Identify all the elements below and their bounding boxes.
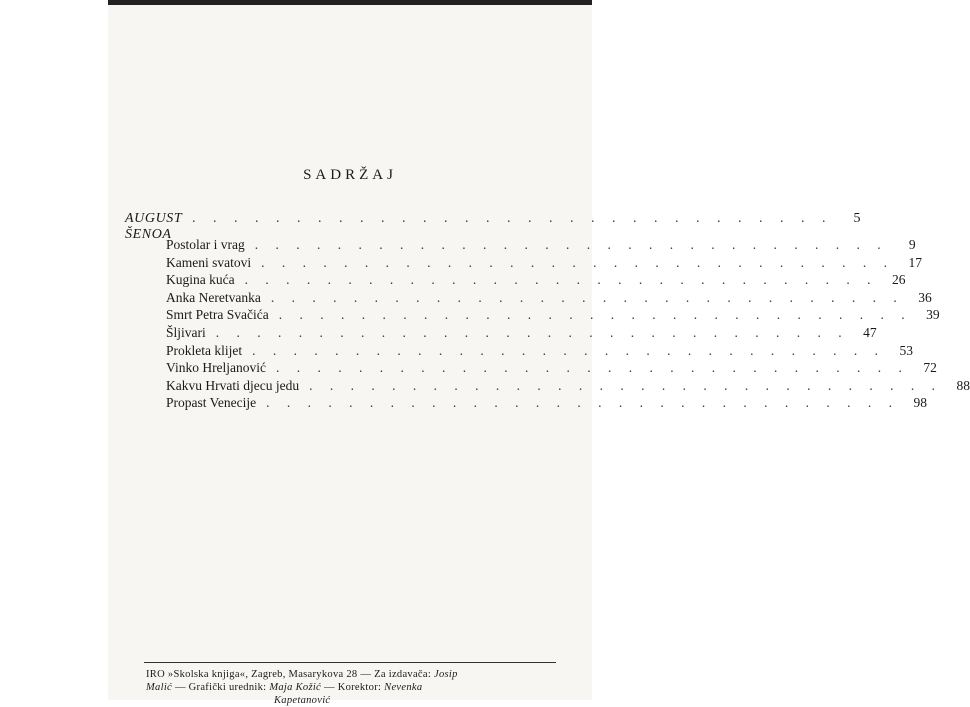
toc-item [166, 342, 913, 361]
author-page-number: 5 [853, 211, 861, 226]
dot-leader: . . . . . . . . . . . . . . . . . . . . . . . . . . . . . . . [309, 377, 942, 393]
imprint-editor-name: Josip [434, 669, 458, 680]
toc-item-page: 39 [926, 307, 940, 323]
toc-item-page: 88 [956, 377, 970, 393]
dot-leader: . . . . . . . . . . . . . . . . . . . . . . . . . . . . . . . [252, 342, 885, 358]
toc-item-page: 72 [923, 360, 937, 376]
dot-leader: . . . . . . . . . . . . . . . . . . . . . . . . . . . . . . . [192, 211, 833, 226]
toc-item-page: 53 [899, 342, 913, 358]
dot-leader: . . . . . . . . . . . . . . . . . . . . . . . . . . . . . . . [266, 395, 899, 411]
toc-item [166, 272, 906, 290]
toc-item-title: Kakvu Hrvati djecu jedu [166, 377, 300, 393]
imprint [146, 668, 566, 707]
toc-item [166, 289, 932, 308]
toc-item-page: 36 [918, 289, 932, 305]
imprint-graphic-editor-label: — Grafički urednik: [174, 682, 267, 693]
imprint-line [146, 694, 566, 707]
imprint-proofreader-name: Nevenka [384, 682, 423, 693]
toc-item [166, 360, 937, 378]
dot-leader: . . . . . . . . . . . . . . . . . . . . . . . . . . . . . . . [254, 237, 888, 252]
toc-item [166, 307, 940, 325]
toc-item-page: 26 [891, 272, 906, 288]
toc-item [166, 324, 877, 343]
toc-item-title: Postolar i vrag [166, 237, 245, 252]
imprint-editor-surname: Malić [146, 682, 172, 693]
dot-leader: . . . . . . . . . . . . . . . . . . . . . . . . . . . . . . . [261, 254, 894, 270]
imprint-line [146, 668, 566, 681]
toc-item-title: Kugina kuća [166, 272, 235, 288]
page-title: SADRŽAJ [303, 167, 397, 183]
dot-leader: . . . . . . . . . . . . . . . . . . . . . . . . . . . . . . . [270, 289, 904, 305]
toc-item-page: 9 [908, 237, 916, 252]
imprint-line [146, 681, 566, 694]
dot-leader: . . . . . . . . . . . . . . . . . . . . . . . . . . . . . . . [276, 360, 909, 376]
toc-item-page: 17 [908, 254, 922, 270]
toc-item [166, 254, 922, 273]
toc-item-title: Propast Venecije [166, 395, 257, 411]
dot-leader: . . . . . . . . . . . . . . . . . . . . . . . . . . . . . . . [244, 272, 878, 288]
toc-item-title: Šljivari [166, 324, 206, 340]
toc-item-title: Kameni svatovi [166, 254, 252, 270]
toc-item-page: 98 [913, 395, 927, 411]
toc-item [166, 237, 916, 255]
imprint-proofreader-label: — Korektor: [323, 682, 382, 693]
toc-item-page: 47 [863, 324, 877, 340]
toc-item-title: Vinko Hreljanović [166, 360, 267, 376]
toc-item-title: Anka Neretvanka [166, 289, 261, 305]
imprint-proofreader-surname: Kapetanović [274, 695, 331, 706]
table-of-contents [166, 237, 970, 413]
footer-divider [144, 662, 556, 663]
toc-item [166, 377, 970, 396]
toc-item [166, 395, 927, 413]
author-name: AUGUST ŠENOA [125, 211, 183, 242]
toc-item-title: Smrt Petra Svačića [166, 307, 269, 323]
book-page [108, 0, 970, 706]
dot-leader: . . . . . . . . . . . . . . . . . . . . . . . . . . . . . . . [278, 307, 912, 323]
imprint-publisher: IRO »Skolska knjiga«, Zagreb, Masarykova 28 — Za izdavača: [146, 669, 432, 680]
toc-item-title: Prokleta klijet [166, 342, 243, 358]
imprint-graphic-editor-name: Maja Kožić [269, 682, 322, 693]
dot-leader: . . . . . . . . . . . . . . . . . . . . . . . . . . . . . . . [215, 324, 849, 340]
